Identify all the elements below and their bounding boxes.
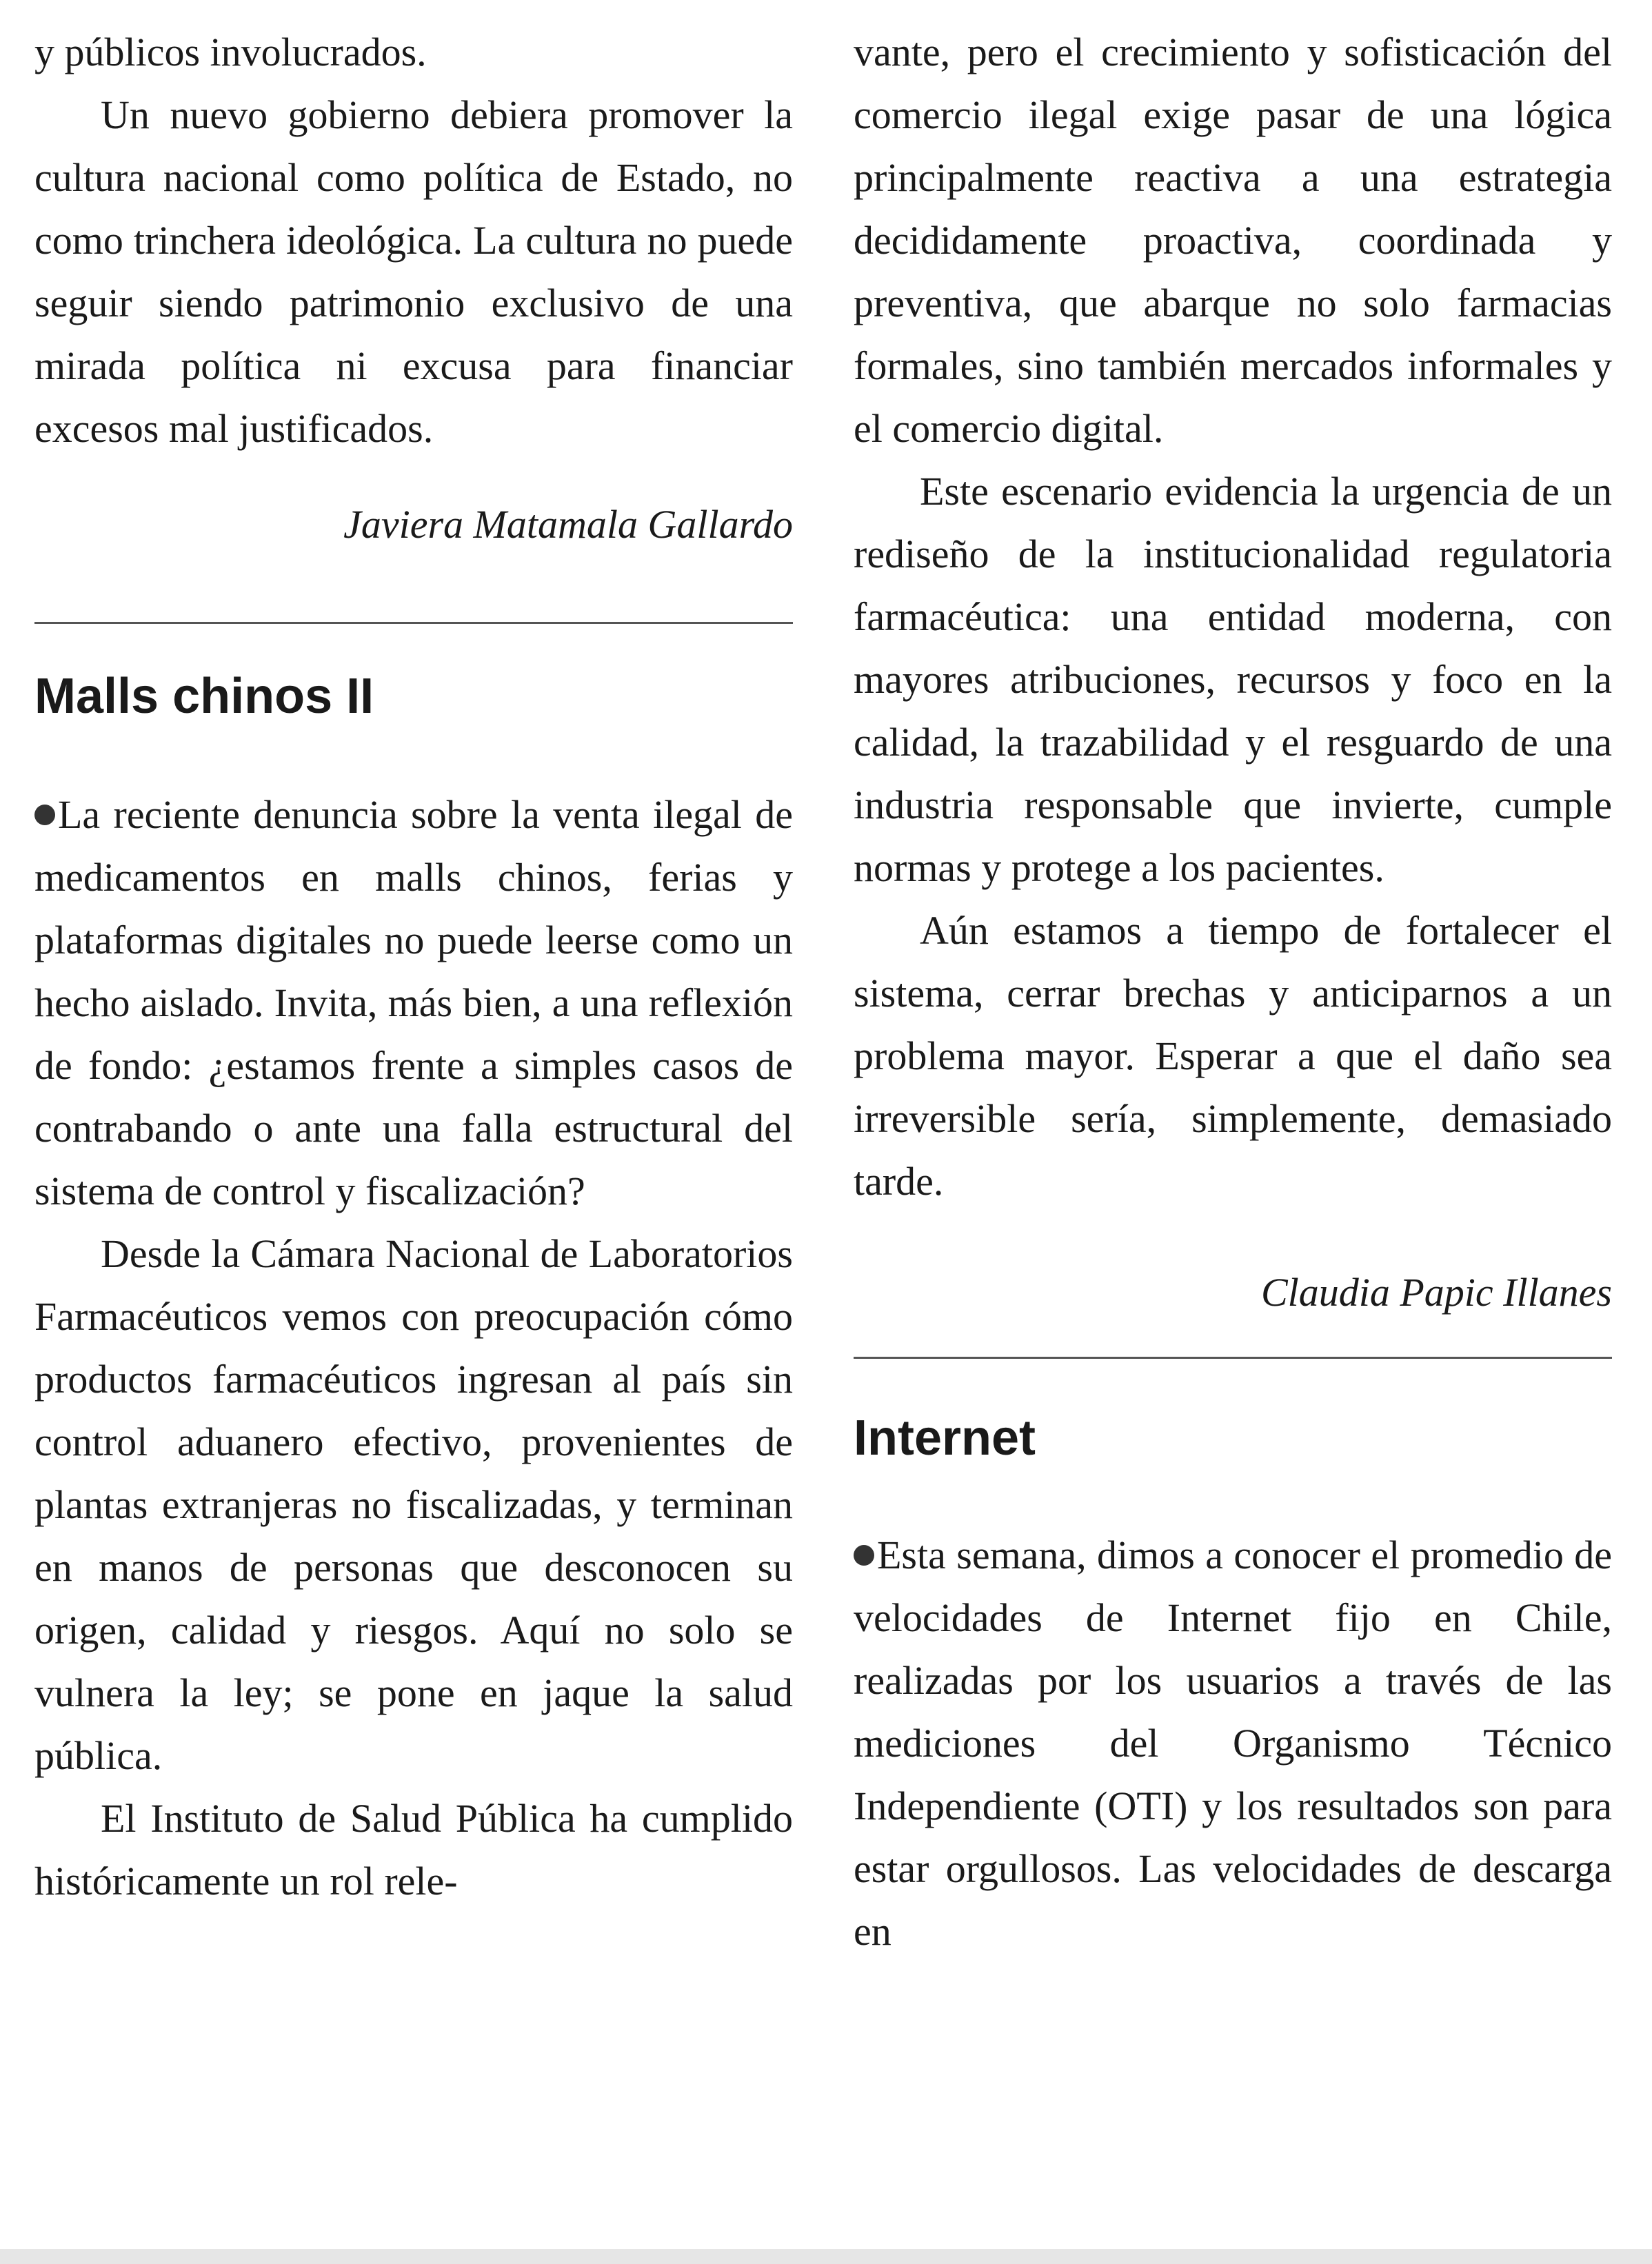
malls-paragraph-3: El Instituto de Salud Pública ha cumplido históricamente un rol rele-	[34, 1796, 793, 1903]
malls-paragraph-6: Aún estamos a tiempo de fortalecer el sistema, cerrar brechas y anticiparnos a un problema mayor. Esperar a que el daño sea irreversible sería, simplemente, demasiado tarde.	[854, 908, 1612, 1204]
section-title-internet: Internet	[854, 1411, 1036, 1466]
section-divider-right	[854, 1357, 1612, 1359]
malls-paragraph-1: La reciente denuncia sobre la venta ilegal de medicamentos en malls chinos, ferias y plataformas digitales no puede leerse como un hecho aislado. Invita, más bien, a una reflexión de fondo: ¿estamos frente a simples casos de contrabando o ante una falla estructural del sistema de control y fiscalización?	[34, 792, 793, 1213]
bottom-edge-shade	[0, 2249, 1652, 2264]
internet-paragraph-1: Esta semana, dimos a conocer el promedio de velocidades de Internet fijo en Chile, realizadas por los usuarios a través de las mediciones del Organismo Técnico Independiente (OTI) y los resultados son para estar orgullosos. Las velocidades de descarga en	[854, 1533, 1612, 1954]
bullet-icon	[34, 805, 55, 825]
malls-paragraph-2: Desde la Cámara Nacional de Laboratorios Farmacéuticos vemos con preocupación cómo productos farmacéuticos ingresan al país sin control aduanero efectivo, provenientes de plantas extranjeras no fiscalizadas, y terminan en manos de personas que desconocen su origen, calidad y riesgos. Aquí no solo se vulnera la ley; se pone en jaque la salud pública.	[34, 1231, 793, 1778]
right-column	[854, 21, 1612, 1963]
intro-paragraph: Un nuevo gobierno debiera promover la cultura nacional como política de Estado, no como trinchera ideológica. La cultura no puede seguir siendo patrimonio exclusivo de una mirada política ni excusa para financiar excesos mal justificados.	[34, 92, 793, 451]
author-signature-matamala: Javiera Matamala Gallardo	[343, 502, 793, 547]
bullet-icon	[854, 1545, 874, 1566]
intro-fragment: y públicos involucrados.	[34, 30, 427, 74]
left-column	[34, 21, 793, 1912]
malls-paragraph-5: Este escenario evidencia la urgencia de un rediseño de la institucionalidad regulatoria farmacéutica: una entidad moderna, con mayores atribuciones, recursos y foco en la calidad, la trazabilidad y el resguardo de una industria responsable que invierte, cumple normas y protege a los pacientes.	[854, 469, 1612, 890]
section-divider-left	[34, 622, 793, 624]
section-title-malls-chinos: Malls chinos II	[34, 669, 374, 724]
author-signature-papic: Claudia Papic Illanes	[1260, 1270, 1612, 1315]
malls-paragraph-4: vante, pero el crecimiento y sofisticación del comercio ilegal exige pasar de una lógica principalmente reactiva a una estrategia decididamente proactiva, coordinada y preventiva, que abarque no solo farmacias formales, sino también mercados informales y el comercio digital.	[854, 30, 1612, 451]
